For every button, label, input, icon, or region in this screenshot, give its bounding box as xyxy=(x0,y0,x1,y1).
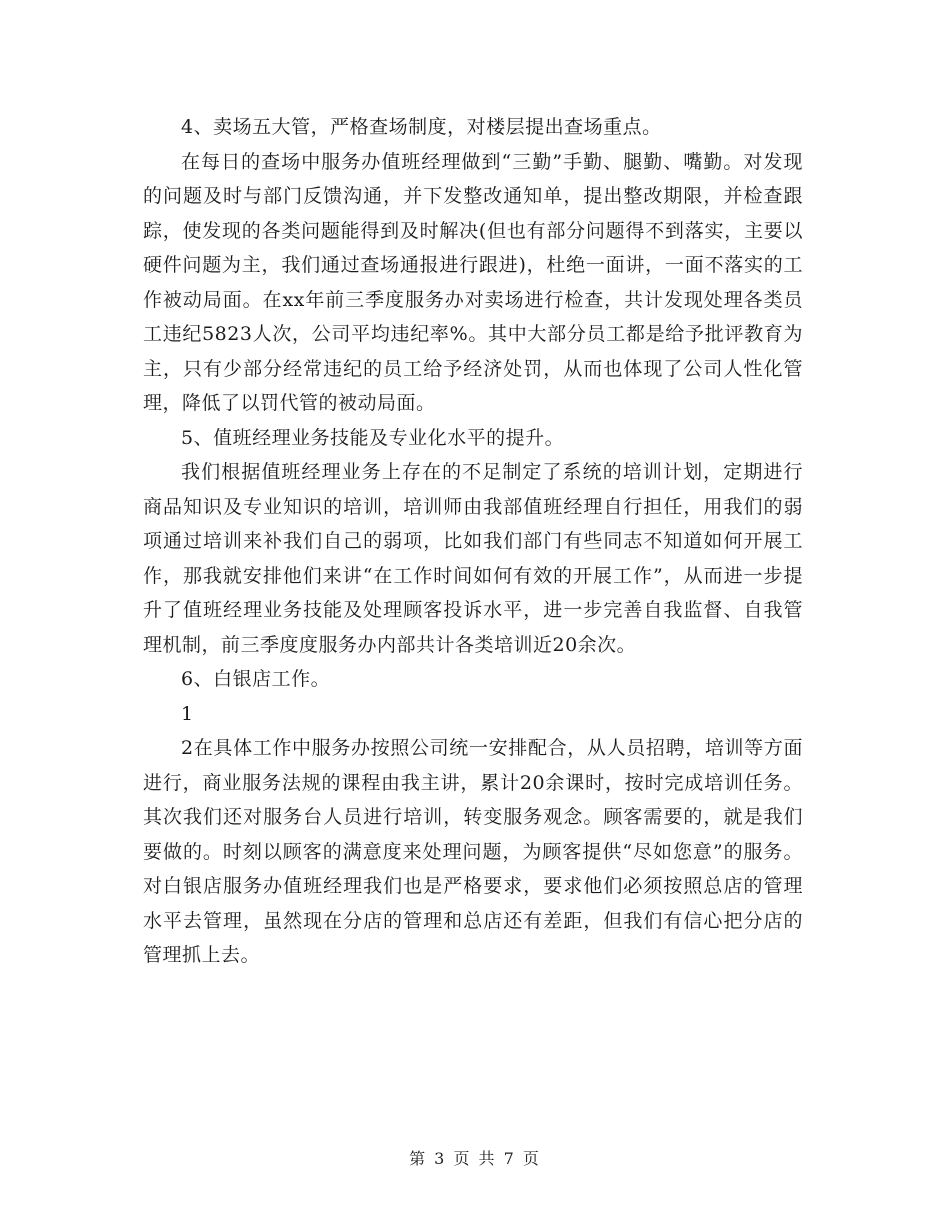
paragraph-training: 我们根据值班经理业务上存在的不足制定了系统的培训计划，定期进行商品知识及专业知识的培训，培训师由我部值班经理自行担任，用我们的弱项通过培训来补我们自己的弱项，比如我们部门有些同志不知道如何开展工作，那我就安排他们来讲“在工作时间如何有效的开展工作”，从而进一步提升了值班经理业务技能及处理顾客投诉水平，进一步完善自我监督、自我管理机制，前三季度度服务办内部共计各类培训近20余次。 xyxy=(143,461,803,656)
section-heading-4: 4、卖场五大管，严格查场制度，对楼层提出查场重点。 xyxy=(181,116,662,138)
section-heading-5: 5、值班经理业务技能及专业化水平的提升。 xyxy=(181,426,565,449)
paragraph-baiyin-store: 2在具体工作中服务办按照公司统一安排配合，从人员招聘，培训等方面进行，商业服务法规的课程由我主讲，累计20余课时，按时完成培训任务。其次我们还对服务台人员进行培训，转变服务观念。顾客需要的，就是我们要做的。时刻以顾客的满意度来处理问题，为顾客提供“尽如您意”的服务。对白银店服务办值班经理我们也是严格要求，要求他们必须按照总店的管理水平去管理，虽然现在分店的管理和总店还有差距，但我们有信心把分店的管理抓上去。 xyxy=(143,737,803,966)
document-body xyxy=(143,110,803,973)
paragraph-number: 1 xyxy=(181,702,194,725)
paragraph-inspection: 在每日的查场中服务办值班经理做到“三勤”手勤、腿勤、嘴勤。对发现的问题及时与部门反馈沟通，并下发整改通知单，提出整改期限，并检查跟踪，使发现的各类问题能得到及时解决(但也有部分问题得不到落实，主要以硬件问题为主，我们通过查场通报进行跟进)，杜绝一面讲，一面不落实的工作被动局面。在xx年前三季度服务办对卖场进行检查，共计发现处理各类员工违纪5823人次，公司平均违纪率%。其中大部分员工都是给予批评教育为主，只有少部分经常违纪的员工给予经济处罚，从而也体现了公司人性化管理，降低了以罚代管的被动局面。 xyxy=(143,150,803,414)
section-heading-6: 6、白银店工作。 xyxy=(181,668,331,690)
page-number-footer: 第 3 页 共 7 页 xyxy=(409,1149,541,1168)
